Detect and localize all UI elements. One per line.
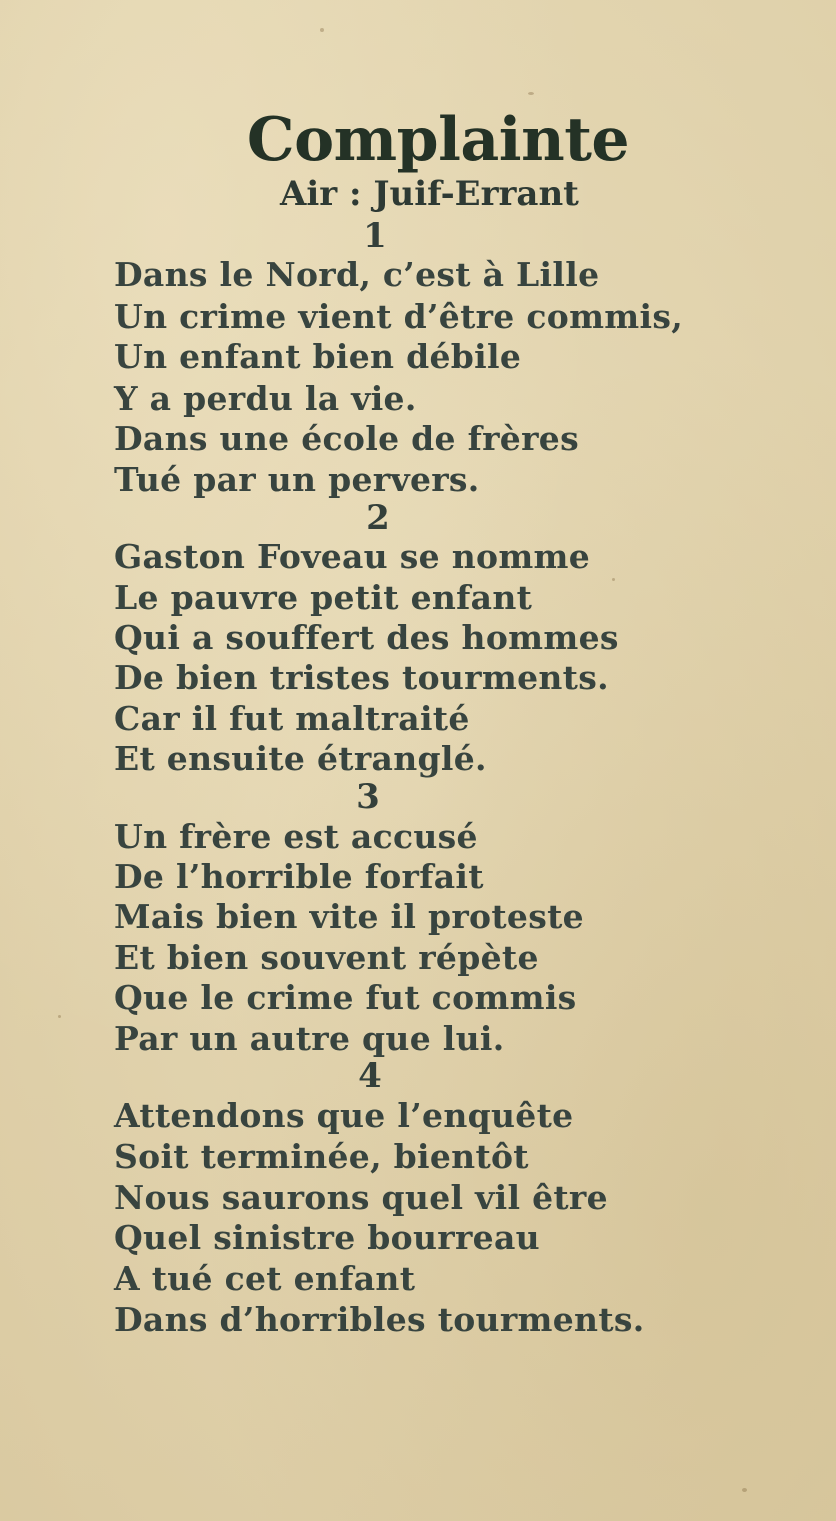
stanza-number: 1	[363, 216, 387, 256]
poem-title: Complainte	[246, 105, 630, 175]
paper-speck	[528, 92, 534, 95]
verse-line: Mais bien vite il proteste	[114, 897, 584, 936]
paper-speck	[320, 28, 324, 32]
verse-line: Et bien souvent répète	[114, 938, 539, 977]
verse-line: Un enfant bien débile	[114, 337, 522, 376]
paper-speck	[612, 578, 615, 581]
verse-line: Dans une école de frères	[114, 419, 579, 458]
verse-line: Soit terminée, bientôt	[114, 1137, 529, 1176]
verse-line: Nous saurons quel vil être	[114, 1178, 608, 1217]
verse-line: De bien tristes tourments.	[114, 658, 609, 697]
paper-speck	[742, 1488, 747, 1492]
verse-line: A tué cet enfant	[114, 1259, 416, 1298]
stanza-number: 3	[356, 777, 380, 817]
verse-line: Et ensuite étranglé.	[114, 739, 487, 778]
verse-line: Qui a souffert des hommes	[114, 618, 619, 657]
verse-line: Car il fut maltraité	[114, 699, 470, 738]
verse-line: Un frère est accusé	[114, 817, 478, 856]
verse-line: De l’horrible forfait	[114, 857, 484, 896]
verse-line: Tué par un pervers.	[114, 460, 480, 499]
verse-line: Le pauvre petit enfant	[114, 578, 533, 617]
verse-line: Quel sinistre bourreau	[114, 1218, 540, 1257]
verse-line: Que le crime fut commis	[114, 978, 577, 1017]
verse-line: Gaston Foveau se nomme	[114, 537, 591, 576]
stanza-number: 2	[366, 498, 390, 538]
stanza-number: 4	[358, 1056, 382, 1096]
verse-line: Dans d’horribles tourments.	[114, 1300, 645, 1339]
poem-subtitle: Air : Juif-Errant	[280, 174, 579, 214]
verse-line: Par un autre que lui.	[114, 1019, 505, 1058]
verse-line: Attendons que l’enquête	[114, 1096, 574, 1135]
verse-line: Dans le Nord, c’est à Lille	[114, 255, 600, 294]
verse-line: Y a perdu la vie.	[114, 379, 417, 418]
paper-speck	[58, 1015, 61, 1018]
verse-line: Un crime vient d’être commis,	[114, 297, 684, 336]
